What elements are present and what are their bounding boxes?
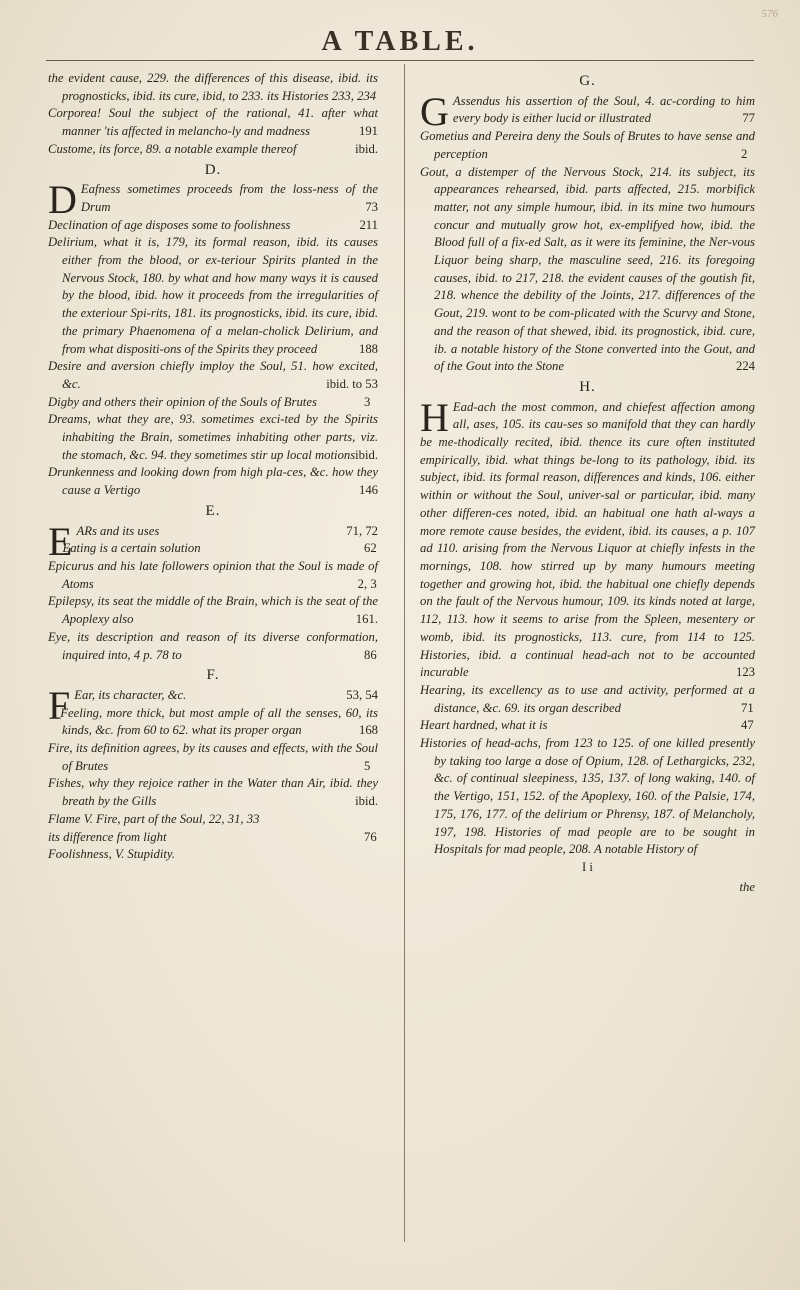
entry-page-ref: 71, 72 [346,523,378,538]
index-entry [48,705,378,740]
drop-capital: G [420,88,449,134]
entry-page-ref: 73 [365,199,378,214]
letter-heading-g: G. [579,73,596,89]
index-entry [48,464,378,499]
letter-heading-d: D. [204,161,222,178]
entry-page-ref: ibid. [355,447,378,462]
entry-text: Gometius and Pereira deny the Souls of Brutes to have sense and perception [420,129,755,161]
index-entry: its difference from light 76 [48,829,377,844]
entry-text: Assendus his assertion of the Soul, 4. ac-cording to him every body is either lucid or illustrated [452,93,755,126]
index-entry: Fire, its definition agrees, by its causes and effects, with the Soul of Brutes 5 [48,741,378,773]
drop-capital: E [48,518,73,564]
index-entry: Digby and others their opinion of the Souls of Brutes 3 [48,394,371,409]
entry-text: Eye, its description and reason of its diverse conformation, inquired into, 4 p. 78 to [48,629,378,662]
entry-text: Desire and aversion chiefly imploy the Soul, 51. how excited, &c. [48,359,378,391]
entry-page-ref: 191 [358,124,378,139]
entry-text: Ear, its character, &c. [74,687,187,702]
entry-text: Eating is a certain solution [62,541,201,556]
index-entry [48,593,378,628]
entry-text: Delirium, what it is, 179, its formal reason, ibid. its causes either from the blood, or ex-teriour Spirits planted in the Nervous Stock, 180. by what and how many ways it is caused by the blood, ibid. how it proceeds from the irregularities of the exteriour Spi-rits, 181. its prognosticks, ibid. its cure, ibid. the primary Phaenomena of a melan-cholick Delirium, and from what dispositi-ons of the Spirits they proceed [48,235,378,356]
column-divider [404,64,405,1242]
index-entry [48,558,378,593]
entry-text: Dreams, what they are, 93. sometimes exci-ted by the Spirits inhabiting the Brain, sometimes inhabiting other parts, viz. the stomach, &c. 94. they sometimes stir up local motions [48,412,378,462]
entry-text: Drunkenness and looking down from high pla-ces, &c. how they cause a Vertigo [48,465,378,498]
right-column [420,70,755,896]
index-entry [48,70,378,105]
index-entry: Heart hardned, what it is 47 [420,718,754,733]
entry-page-ref: 224 [735,359,755,374]
entry-page-ref: 77 [742,111,755,126]
entries-h [420,394,755,859]
entry-page-ref: 168 [358,723,378,738]
entry-text: Gout, a distemper of the Nervous Stock, 214. its subject, its appearances rehearsed, ibid. parts affected, 215. morbifick matter, not any simple humour, ibid. in its mine two humours concur and mutually grow hot, ex-emplifyed how, ibid. the Blood full of a fix-ed Salt, as it were its feminine, the Ner-vous Liquor being sharp, the masculine seed, 216. its foregoing causes, ibid. to 217, 218. the evident causes of the goutish fit, 218. whence the debility of the Joints, 217. differences of the Gout, 219. wont to be com-plicated with the Scurvy and Stone, and the reason of that shewed, ibid. its prognostick, ibid. cure, ib. a notable history of the Stone converted into the Gout, and of the Gout into the Stone [420,164,755,374]
marginal-page-number: 576 [761,8,778,20]
letter-heading-e: E. [205,502,221,519]
index-entry [48,846,378,864]
entry-text: the evident cause, 229. the differences of this disease, ibid. its prognosticks, ibid. its cure, ibid, to 233. its Histories 233, 234 [48,71,378,103]
entry-text: Fire, its definition agrees, by its causes and effects, with the Soul of Brutes [48,741,378,773]
page-header: A TABLE. [321,26,479,57]
index-entry [48,141,378,159]
index-entry [420,394,755,682]
index-entry [48,811,378,829]
index-entry [48,358,378,393]
index-entry [48,775,378,810]
index-entry: Eating is a certain solution 62 [62,541,377,556]
entry-text: Foolishness, V. Stupidity. [48,847,175,862]
index-entry [420,164,755,376]
index-entry: Hearing, its excellency as to use and activity, performed at a distance, &c. 69. its organ described 71 [420,682,755,715]
entry-page-ref: 188 [358,341,378,356]
index-entry: Eye, its description and reason of its diverse conformation, inquired into, 4 p. 78 to 86 [48,629,378,662]
entries-d [48,177,378,500]
entry-page-ref: ibid. to 53 [326,376,378,391]
index-entry [48,177,378,223]
left-column [48,70,378,864]
drop-capital: D [48,177,77,223]
entry-text: Digby and others their opinion of the Souls of Brutes [48,394,317,409]
catchword: the [739,879,755,894]
letter-heading-f: F. [206,667,220,684]
letter-heading-h: H. [579,378,596,395]
index-entry [48,217,378,235]
entry-text: its difference from light [48,829,167,844]
entries-e [48,518,378,665]
entry-page-ref: 146 [358,483,378,498]
entry-text: Custome, its force, 89. a notable example thereof [48,141,297,156]
entry-text: ARs and its uses [76,523,160,538]
entry-text: Fishes, why they rejoice rather in the Water than Air, ibid. they breath by the Gills [48,776,378,809]
entry-text: Hearing, its excellency as to use and activity, performed at a distance, &c. 69. its organ described [420,682,755,715]
entry-text: Ead-ach the most common, and chiefest affection among all, ases, 105. its cau-ses so manifold that they can hardly be me-thodically recited, ibid. thence its cure often instituted empirically, ibid. what things be-long to its pathology, ibid. its subject, ibid. its formal reason, differences and kinds, 106. either within or without the Soul, univer-sal or particular, ibid. many other differen-ces noted, ibid. an habitual one hath al-ways a more remote cause besides, the evident, ibid. its causes, a p. 107 ad 110. arising from the Nervous Liquor at chiefly infests in the mornings, 108. how stirred up by many humours meeting together and growing hot, ibid. the habitual one chiefly depends on the fault of the Nervous humour, 109. its kinds noted at large, 112, 113. how it seems to arise from the Spleen, mesentery or womb, ibid. its prognosticks, 113. cure, from 114 to 125. Histories, ibid. a continual head-ach not to be accounted incurable [420,399,755,680]
index-entry [48,234,378,358]
entry-page-ref: 211 [359,217,378,232]
entries-g [420,88,755,376]
signature-mark: I i [582,859,593,874]
entry-text: Eafness sometimes proceeds from the loss-ness of the Drum [80,182,378,214]
entry-text: Epilepsy, its seat the middle of the Brain, which is the seat of the Apoplexy also [48,594,378,627]
entry-text: Corporea! Soul the subject of the rational, 41. after what manner 'tis affected in melancho-ly and madness [48,106,378,139]
index-entry [48,105,378,140]
index-entry [420,735,755,859]
index-entry [420,88,755,134]
header-rule [46,60,754,61]
index-entry [48,411,378,464]
entry-text: Flame V. Fire, part of the Soul, 22, 31, 33 [48,811,260,826]
drop-capital: H [420,394,449,440]
entries-top [48,70,378,159]
drop-capital: F [48,682,71,728]
entry-page-ref: ibid. [355,141,378,156]
entry-text: Epicurus and his late followers opinion that the Soul is made of Atoms [48,558,378,591]
entry-text: Histories of head-achs, from 123 to 125. of one killed presently by taking too large a dose of Opium, 128. of Lethargicks, 232, &c. of continual sleepiness, 135, 137. of long waking, 140. of the Vertigo, 151, 152. of the Apoplexy, 160. of the Palsie, 174, 175, 176, 177. of the delirium or Phrensy, 187. of Melancholy, 197, 198. Histories of mad people are to be sought in Hospitals for mad people, 208. A notable History of [420,736,755,857]
entry-text: Declination of age disposes some to foolishness [48,217,291,232]
entry-page-ref: 161. [355,612,378,627]
entry-text: Heart hardned, what it is [420,718,548,733]
entry-page-ref: 2, 3 [357,576,377,591]
entries-f [48,682,378,864]
index-entry: Gometius and Pereira deny the Souls of Brutes to have sense and perception 2 [420,129,755,161]
entry-page-ref: 123 [735,665,755,680]
entry-page-ref: ibid. [355,794,378,809]
entry-text: Feeling, more thick, but most ample of all the senses, 60, its kinds, &c. from 60 to 62. what its proper organ [60,705,378,738]
entry-page-ref: 53, 54 [346,687,378,702]
